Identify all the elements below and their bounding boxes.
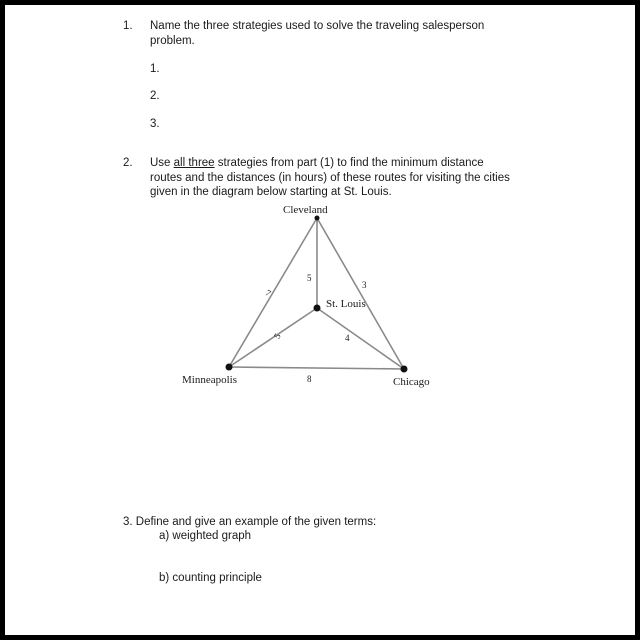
tsp-graph-diagram xyxy=(5,5,635,635)
weight-cleveland-chicago: 3 xyxy=(362,280,367,290)
q2-text-post: strategies from part (1) to find the minimum distance xyxy=(214,157,484,169)
weight-minneapolis-stlouis: 5 xyxy=(271,331,283,341)
label-chicago: Chicago xyxy=(393,376,430,388)
edge-minneapolis-stlouis xyxy=(229,308,317,367)
q2-number: 2. xyxy=(123,157,133,169)
weight-stlouis-chicago: 4 xyxy=(345,333,350,343)
q1-blank-1: 1. xyxy=(150,63,160,75)
weight-cleveland-minneapolis: 7 xyxy=(263,287,273,299)
weight-minneapolis-chicago: 8 xyxy=(307,374,312,384)
weight-cleveland-stlouis: 5 xyxy=(307,273,312,283)
edge-cleveland-chicago xyxy=(317,218,404,369)
q1-text-line1: Name the three strategies used to solve the traveling salesperson xyxy=(150,20,485,32)
q3-part-a: a) weighted graph xyxy=(159,530,252,542)
node-minneapolis xyxy=(226,364,233,371)
edge-cleveland-minneapolis xyxy=(229,218,317,367)
worksheet-page xyxy=(5,5,635,635)
node-st-louis xyxy=(314,305,321,312)
q1-number: 1. xyxy=(123,20,133,32)
q3-part-b: b) counting principle xyxy=(159,572,262,584)
q1-text-line2: problem. xyxy=(150,35,195,47)
q2-text-line3: given in the diagram below starting at St. Louis. xyxy=(150,186,392,198)
edge-minneapolis-chicago xyxy=(229,367,404,369)
q2-underlined-text: all three xyxy=(173,157,215,169)
q1-blank-2: 2. xyxy=(150,90,160,102)
q3-heading: 3. Define and give an example of the given terms: xyxy=(123,516,377,528)
q2-text-pre: Use xyxy=(150,157,174,169)
node-chicago xyxy=(401,366,408,373)
q2-text-line2: routes and the distances (in hours) of these routes for visiting the cities xyxy=(150,172,510,184)
edge-stlouis-chicago xyxy=(317,308,404,369)
q1-blank-3: 3. xyxy=(150,118,160,130)
label-minneapolis: Minneapolis xyxy=(182,374,237,386)
label-cleveland: Cleveland xyxy=(283,204,328,216)
label-st-louis: St. Louis xyxy=(326,298,366,310)
